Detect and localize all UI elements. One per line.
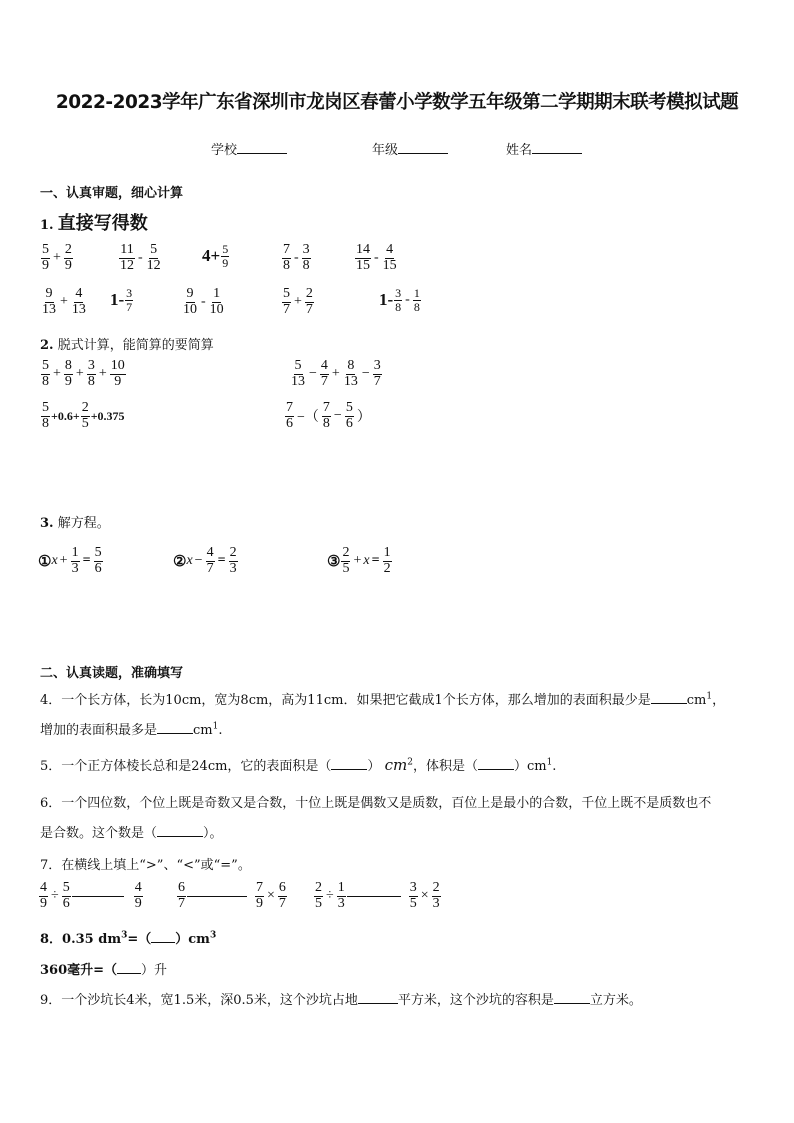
name-blank[interactable] <box>532 141 582 154</box>
answer-blank[interactable] <box>554 1003 590 1004</box>
expression-4: 7 6 −（ 7 8 − $\frac{5}{6}$ ） <box>286 400 371 431</box>
school-blank[interactable] <box>237 141 287 154</box>
answer-blank[interactable] <box>651 703 687 704</box>
question-5: 5．一个正方体棱长总和是24cm，它的表面积是（ ） $cm^2$，体积是（ ）$cm^1$. <box>40 756 557 774</box>
section-heading-2: 二、认真读题，准确填写 <box>40 666 184 681</box>
answer-blank[interactable] <box>347 896 401 897</box>
expression-3: 5 8 +0.6+ $\frac{2}{5}$ +0.375 <box>42 400 125 431</box>
question-6-line-1: 6．一个四位数，个位上既是奇数又是合数，十位上既是偶数又是质数，百位上是最小的合数，千位上既不是质数也不 <box>40 796 712 811</box>
name-label: 姓名 <box>506 143 533 158</box>
question-4-line-2: 增加的表面积最多是 $cm^1$. <box>40 721 223 738</box>
grade-label: 年级 <box>372 143 399 158</box>
grade-blank[interactable] <box>398 141 448 154</box>
calc-item: 1- 3 8 - 1 8 <box>379 286 420 314</box>
answer-blank[interactable] <box>151 942 175 943</box>
answer-blank[interactable] <box>187 896 247 897</box>
answer-blank[interactable] <box>72 896 124 897</box>
section-heading-1: 一、认真审题，细心计算 <box>40 186 184 201</box>
question-2-heading: 2. 脱式计算，能简算的要简算 <box>40 338 214 353</box>
grade-field[interactable] <box>372 139 448 158</box>
answer-blank[interactable] <box>331 769 367 770</box>
calc-item: 14 15 - 4 15 <box>356 242 397 273</box>
question-7-heading: 7．在横线上填上“>”、“<”或“=”。 <box>40 858 251 873</box>
page-title: 2022-2023学年广东省深圳市龙岗区春蕾小学数学五年级第二学期期末联考模拟试题 <box>55 92 739 113</box>
compare-item-2: 6 7 $\frac{7}{9}$ × $\frac{6}{7}$ <box>178 880 286 911</box>
expression-1: 5 8 + $\frac{8}{9}$ + $\frac{3}{8}$ + $\frac{10}{9}$ <box>42 358 125 389</box>
school-label: 学校 <box>211 143 238 158</box>
answer-blank[interactable] <box>358 1003 398 1004</box>
calc-item: 5 7 + $\frac{2}{7}$ <box>283 286 313 317</box>
expression-2: 5 13 − $\frac{4}{7}$ + $\frac{8}{13}$ − $\frac{3}{7}$ <box>291 358 381 389</box>
calc-item: 5 9 + $\frac{2}{9}$ <box>42 242 72 273</box>
question-4-line-1: 4．一个长方体，长为10cm，宽为8cm，高为11cm．如果把它截成1个长方体，那么增加的表面积最少是 $cm^1$， <box>40 691 726 708</box>
compare-item-1: $\frac{4}{9}$ ÷ $\frac{5}{6}$ 4 9 <box>40 880 142 911</box>
question-8-line-2: 360毫升=（ ）升 <box>40 963 168 978</box>
answer-blank[interactable] <box>157 733 193 734</box>
answer-blank[interactable] <box>117 973 141 974</box>
question-9: 9．一个沙坑长4米，宽1.5米，深0.5米，这个沙坑占地 平方米，这个沙坑的容积是 立方米。 <box>40 993 642 1008</box>
question-6-line-2: 是合数。这个数是（ ）。 <box>40 826 223 841</box>
calc-item: 7 8 - 3 8 <box>283 242 310 273</box>
equation-3: ③ 2 5 + x = $\frac{1}{2}$ <box>327 545 391 576</box>
answer-blank[interactable] <box>478 769 514 770</box>
name-field[interactable] <box>506 139 582 158</box>
equation-2: ② x − $\frac{4}{7}$ = $\frac{2}{3}$ <box>173 545 237 576</box>
school-field[interactable] <box>211 139 287 158</box>
question-number: 1. <box>40 218 54 233</box>
calc-item: 4+ $\frac{5}{9}$ <box>202 242 229 270</box>
equation-1: ① x + $\frac{1}{3}$ = $\frac{5}{6}$ <box>38 545 102 576</box>
question-1-title: 直接写得数 <box>57 213 148 234</box>
calc-item: 9 10 - 1 10 <box>183 286 224 317</box>
compare-item-3: $\frac{2}{5}$ ÷ $\frac{1}{3}$ $\frac{3}{5}$ × $\frac{2}{3}$ <box>315 880 440 911</box>
question-3-heading: 3. 解方程。 <box>40 516 110 531</box>
answer-blank[interactable] <box>157 836 203 837</box>
calc-item: 1- 3 7 <box>110 286 133 314</box>
calc-item: 9 13 + $\frac{4}{13}$ <box>42 286 86 317</box>
question-8-line-1: 8．0.35 $dm^3=$（ ）$cm^3$ <box>40 930 217 947</box>
question-1-heading <box>40 209 148 235</box>
calc-item: 11 12 - 5 12 <box>120 242 161 273</box>
